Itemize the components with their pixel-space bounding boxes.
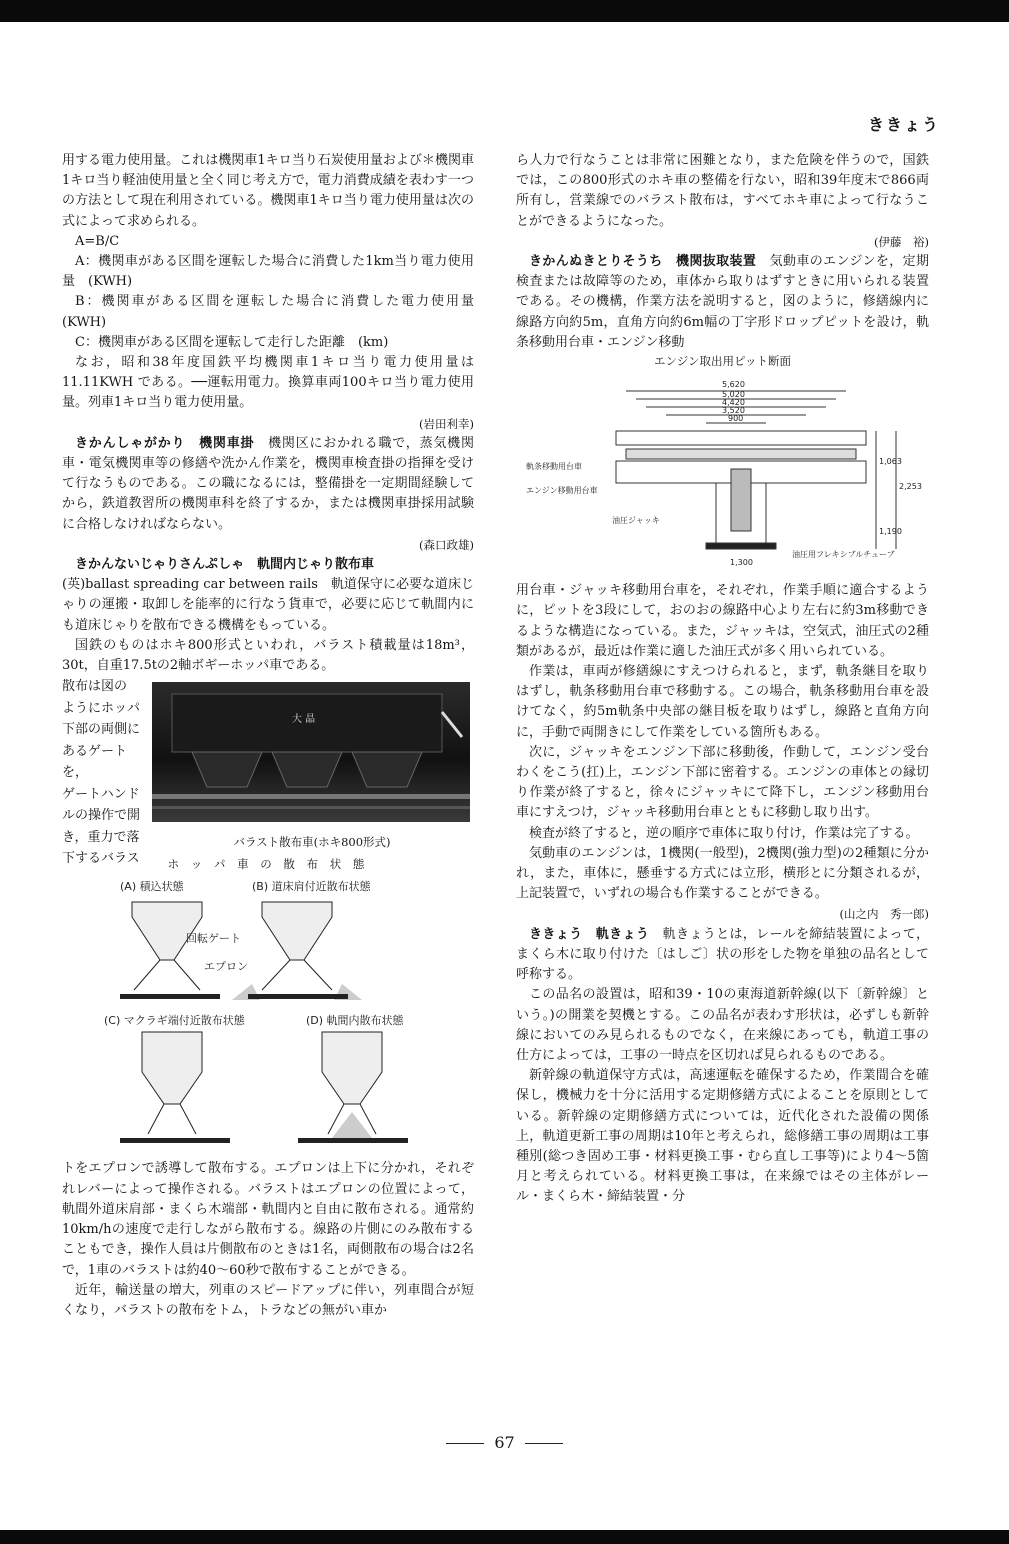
hopper-b <box>232 902 362 1000</box>
author-citation: (伊藤 裕) <box>874 234 929 249</box>
apron-label: エプロン <box>204 960 248 974</box>
paragraph: 検査が終了すると，逆の順序で車体に取り付け，作業は完了する。 <box>529 825 919 841</box>
figure-title: エンジン取出用ピット断面 <box>654 354 791 369</box>
side-line: 散布は図の <box>62 679 128 695</box>
side-line: ようにホッパ <box>62 700 141 716</box>
diagram-label: 軌条移動用台車 <box>526 462 582 472</box>
ballast-car-illustration <box>152 682 470 822</box>
paragraph: 新幹線の軌道保守方式は，高速運転を確保するため，作業間合を確保し，機械力を十分に活用する定期修繕方式によることを原則としている。新幹線の定期修繕方式については，近代化された設備の関係上，軌道更新工事の周期は10年と考えられ，総修繕工事の周期は工事種別(総つき固め工事・材料更換工事・むら直し工事等)により4～5箇月と考えられている。材料更換工事は，在来線ではその主体がレール・まくら木・締結装置・分 <box>516 1068 929 1205</box>
paragraph: 国鉄のものはホキ800形式といわれ，バラスト積載量は18m³，30t，自重17.5tの2軸ボギーホッパ車である。 <box>62 637 474 674</box>
entry-kikyou <box>516 925 929 986</box>
dimension-label: 4,420 <box>722 398 745 408</box>
entry-engine-removal <box>516 252 929 353</box>
page-number-text: 67 <box>494 1433 515 1452</box>
dimension-label: 1,190 <box>879 527 902 537</box>
entry-ballast-car <box>62 555 474 575</box>
running-head: ききょう <box>867 115 940 134</box>
figure-title: ホ ッ パ 車 の 散 布 状 態 <box>167 857 369 872</box>
top-border <box>0 0 1009 22</box>
side-line: き，重力で落 <box>62 829 140 845</box>
entry-body: 機関区におかれる職で，蒸気機関車・電気機関車等の修繕や洗かん作業を，機関車検査掛の指揮を受けて行なうものである。この職になるには，整備掛を一定期間経験してから，鉄道教習所の機関車科を終了するか，または機関車掛採用試験に合格しなければならない。 <box>62 435 474 532</box>
side-line: 下するバラス <box>62 851 140 867</box>
formula: A=B/C <box>75 233 120 249</box>
hopper-diagram <box>62 872 474 1152</box>
side-text <box>62 676 148 870</box>
definition-a: A：機関車がある区間を運転した場合に消費した1km当り電力使用量 (KWH) <box>62 254 474 290</box>
pit-diagram <box>516 369 929 574</box>
diagram-label: (A) 積込状態 <box>120 880 184 894</box>
dimension-label: 900 <box>728 414 744 424</box>
page-number <box>0 1433 1009 1452</box>
left-column <box>62 151 488 1321</box>
definition-b: B：機関車がある区間を運転した場合に消費した電力使用量 (KWH) <box>62 294 488 330</box>
side-line: ゲートハンド <box>62 786 140 802</box>
gate-label: 回転ゲート <box>186 932 241 946</box>
paragraph: 用台車・ジャッキ移動用台車を，それぞれ，作業手順に適合するように，ピットを3段にして，おのおの線路中心より左右に約3m移動できるような構造になっている。また，ジャッキは，空気式，油圧式の2種類があるが，最近は作業に適した油圧式が多く用いられている。 <box>516 583 929 659</box>
entry-heading: ききょう 軌きょう <box>529 926 650 942</box>
svg-text:大 晶: 大 晶 <box>292 714 316 726</box>
diagram-label: 油圧ジャッキ <box>612 516 660 526</box>
entry-kikanshagakari <box>62 434 474 535</box>
entry-heading: きかんしゃがかり 機関車掛 <box>75 435 255 451</box>
paragraph: 次に，ジャッキをエンジン下部に移動後，作動して，エンジン受台わくをこう(扛)上，エンジン下部に密着する。エンジンの車体との縁切り作業が終了すると，徐々にジャッキにて降下し，エンジン移動用台車にすえつけ，ジャッキ移動用台車とともに移動し取り出す。 <box>516 744 929 821</box>
side-line: ルの操作で開 <box>62 808 141 824</box>
entry-heading: きかんぬきとりそうち 機関抜取装置 <box>529 254 757 270</box>
entry-body: 軌きょうとは，レールを締結装置によって，まくら木に取り付けた〔はしご〕状の形をした物を単独の品名として呼称する。 <box>516 926 929 983</box>
right-column <box>516 151 929 1208</box>
paragraph: なお，昭和38年度国鉄平均機関車1キロ当り電力使用量は11.11KWH である。──運転用電力。換算車両100キロ当り電力使用量。列車1キロ当り電力使用量。 <box>62 355 474 411</box>
photo-caption: バラスト散布車(ホキ800形式) <box>233 835 391 850</box>
paragraph: 近年，輸送量の増大，列車のスピードアップに伴い，列車間合が短くなり，バラストの散布をトム，トラなどの無がい車か <box>62 1282 474 1318</box>
dimension-label: 1,063 <box>879 457 902 467</box>
author-citation: (山之内 秀一郎) <box>839 907 929 922</box>
entry-body: 気動車のエンジンを，定期検査または故障等のため，車体から取りはずすときに用いられる装置である。その機構，作業方法を説明すると，図のように，修繕線内に線路方向約5m，直角方向約6m幅の丁字形ドロップピットを設け，軌条移動用台車・エンジン移動 <box>516 254 929 350</box>
dimension-label: 2,253 <box>899 482 922 492</box>
paragraph: トをエプロンで誘導して散布する。エプロンは上下に分かれ，それぞれレバーによって操作される。バラストはエプロンの位置によって，軌間外道床肩部・まくら木端部・軌間内と自由に散布される。通常約10km/hの速度で走行しながら散布する。線路の片側にのみ散布することもでき，操作人員は片側散布のときは1名，両側散布の場合は2名で，1車のバラストは約40～60秒で散布することができる。 <box>62 1161 474 1278</box>
diagram-label: 油圧用フレキシブルチューブ <box>792 550 895 560</box>
hopper-d <box>298 1032 408 1143</box>
dimension-label: 3,520 <box>722 406 745 416</box>
paragraph: ら人力で行なうことは非常に困難となり，また危険を伴うので，国鉄では，この800形式のホキ車の整備を行ない，昭和39年度末で866両所有し，営業線でのバラスト散布は，すべてホキ車によって行なうことができるようになった。 <box>516 153 929 229</box>
diagram-label: (D) 軌間内散布状態 <box>306 1014 404 1028</box>
paragraph: この品名の設置は，昭和39・10の東海道新幹線(以下〔新幹線〕という。)の開業を契機とする。この品名が表わす形状は，必ずしも新幹線においてのみ見られるものでなく，在来線にあっても，軌道工事の仕方によっては，工事の一時点を区切れば見られるものである。 <box>516 987 929 1063</box>
paragraph: 作業は，車両が修繕線にすえつけられると，まず，軌条継目を取りはずし，軌条移動用台車で移動する。この場合，軌条移動用台車を設けてなく，約5m軌条中央部の継目板を取りはずし，線路と直角方向に，手動で両開きにして作業をしている箇所もある。 <box>516 664 929 740</box>
entry-body: (英)ballast spreading car between rails 軌道保守に必要な道床じゃりの運搬・取卸しを能率的に行なう貨車で，必要に応じて軌間内にも道床じゃりを散布できる機構をもっている。 <box>62 577 474 633</box>
paragraph: 気動車のエンジンは，1機関(一般型)，2機関(強力型)の2種類に分かれ，また，車体に，懸垂する方式には立形，横形とに分類されるが，上記装置で，いずれの場合も作業することができる。 <box>516 845 929 902</box>
bottom-border <box>0 1530 1009 1544</box>
diagram-label: (B) 道床肩付近散布状態 <box>252 880 371 894</box>
hopper-a <box>120 902 220 999</box>
ballast-car-photo <box>152 682 470 822</box>
author-citation: (岩田利幸) <box>419 416 474 431</box>
dimension-label: 5,020 <box>722 390 745 400</box>
diagram-label: (C) マクラギ端付近散布状態 <box>104 1014 245 1028</box>
side-line: 下部の両側に <box>62 722 141 738</box>
dimension-label: 5,620 <box>722 380 745 390</box>
hopper-c <box>120 1032 230 1143</box>
side-line: あるゲートを， <box>62 743 128 781</box>
dimension-label: 1,300 <box>730 558 753 568</box>
paragraph: 用する電力使用量。これは機関車1キロ当り石炭使用量および＊機関車1キロ当り軽油使用量と全く同じ考え方で，電力消費成績を表わす一つの方法として現在利用されている。機関車1キロ当り電力使用量は次の式によって求められる。 <box>62 153 474 229</box>
definition-c: C：機関車がある区間を運転して走行した距離 (km) <box>75 334 389 350</box>
entry-heading: きかんないじゃりさんぷしゃ 軌間内じゃり散布車 <box>75 557 375 573</box>
author-citation: (森口政雄) <box>419 537 474 552</box>
diagram-label: エンジン移動用台車 <box>526 486 598 496</box>
